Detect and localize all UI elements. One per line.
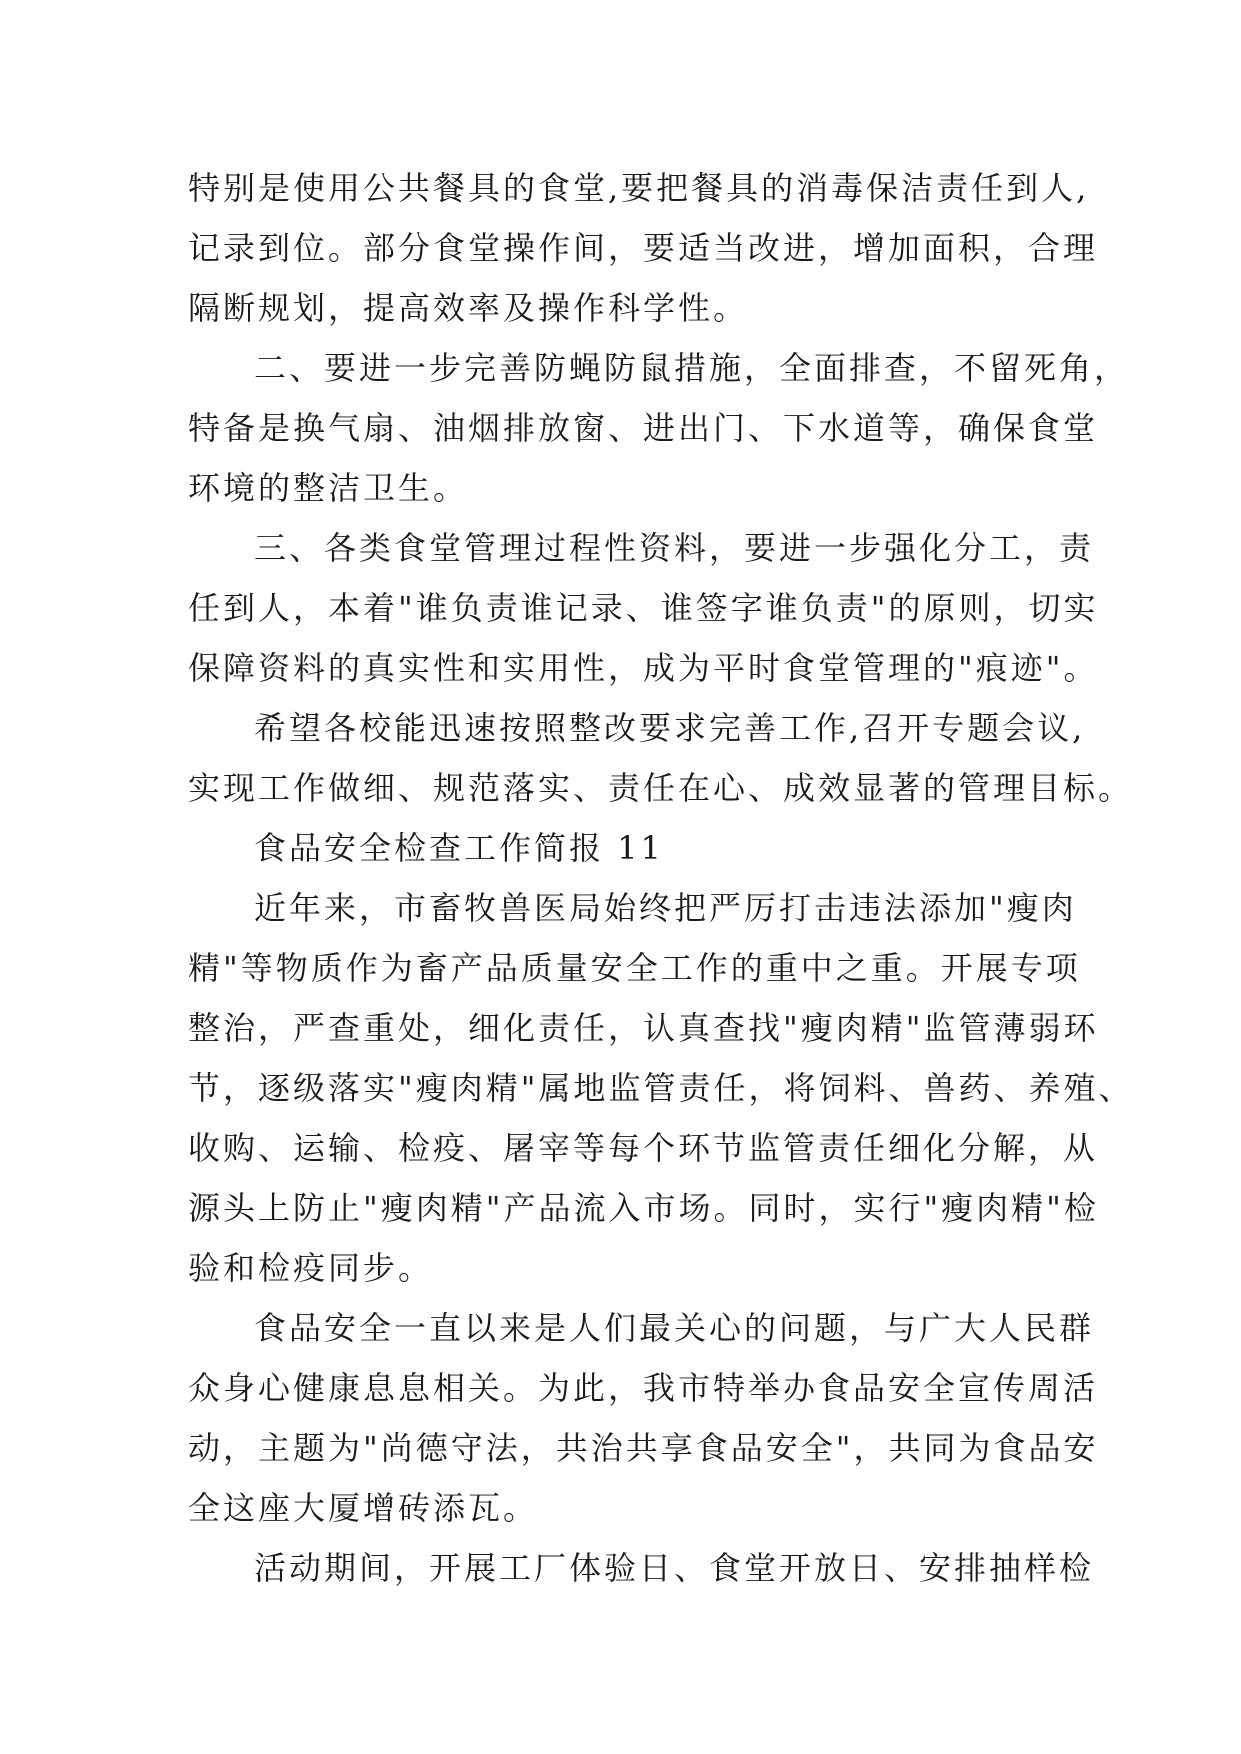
text-line: 记录到位。部分食堂操作间，要适当改进，增加面积，合理 <box>188 229 1099 267</box>
paragraph-start-line: 三、各类食堂管理过程性资料，要进一步强化分工，责 <box>254 529 1095 567</box>
text-line: 整治，严查重处，细化责任，认真查找"瘦肉精"监管薄弱环 <box>188 1009 1099 1047</box>
paragraph-start-line: 希望各校能迅速按照整改要求完善工作,召开专题会议, <box>254 709 1086 747</box>
document-body <box>188 158 1134 1598</box>
text-line: 动，主题为"尚德守法，共治共享食品安全"，共同为食品安 <box>188 1429 1099 1467</box>
paragraph-start-line: 活动期间，开展工厂体验日、食堂开放日、安排抽样检 <box>254 1549 1095 1587</box>
paragraph-start-line: 食品安全一直以来是人们最关心的问题，与广大人民群 <box>254 1309 1095 1347</box>
text-line: 节，逐级落实"瘦肉精"属地监管责任，将饲料、兽药、养殖、 <box>188 1069 1134 1107</box>
paragraph-start-line: 二、要进一步完善防蝇防鼠措施，全面排查，不留死角， <box>254 349 1130 387</box>
text-line: 特别是使用公共餐具的食堂,要把餐具的消毒保洁责任到人, <box>188 169 1090 207</box>
text-line: 特备是换气扇、油烟排放窗、进出门、下水道等，确保食堂 <box>188 409 1099 447</box>
text-line: 全这座大厦增砖添瓦。 <box>188 1489 539 1527</box>
text-line: 收购、运输、检疫、屠宰等每个环节监管责任细化分解，从 <box>188 1129 1099 1167</box>
text-line: 精"等物质作为畜产品质量安全工作的重中之重。开展专项 <box>188 949 1081 987</box>
text-line: 源头上防止"瘦肉精"产品流入市场。同时，实行"瘦肉精"检 <box>188 1189 1099 1227</box>
text-line: 环境的整洁卫生。 <box>188 469 469 507</box>
paragraph-start-line: 近年来，市畜牧兽医局始终把严厉打击违法添加"瘦肉 <box>254 889 1077 927</box>
text-line: 验和检疫同步。 <box>188 1249 434 1287</box>
text-line: 众身心健康息息相关。为此，我市特举办食品安全宣传周活 <box>188 1369 1099 1407</box>
text-line: 保障资料的真实性和实用性，成为平时食堂管理的"痕迹"。 <box>188 649 1099 687</box>
section-heading: 食品安全检查工作简报 11 <box>254 829 664 867</box>
text-line: 任到人，本着"谁负责谁记录、谁签字谁负责"的原则，切实 <box>188 589 1099 627</box>
text-line: 实现工作做细、规范落实、责任在心、成效显著的管理目标。 <box>188 769 1134 807</box>
text-line: 隔断规划，提高效率及操作科学性。 <box>188 289 749 327</box>
